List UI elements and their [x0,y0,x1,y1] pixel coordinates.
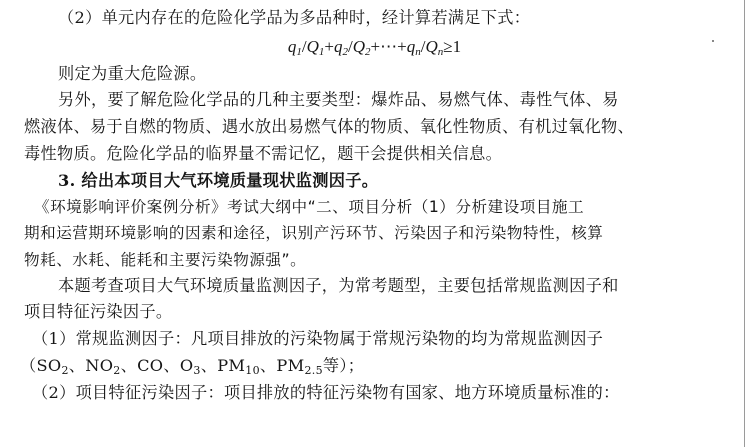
formula-var: Q [352,37,366,56]
formula-sub: n [437,46,444,58]
chem-text: （SO [20,356,62,375]
formula-op: +⋯+ [370,37,407,56]
formula-var: q [287,37,297,56]
chem-text: 、PM [200,356,246,375]
formula-sub: 2 [365,46,371,58]
formula-op: / [420,37,426,56]
text-line: 期和运营期环境影响的因素和途径，识别产污环节、污染因子和污染物特性，核算 [24,224,604,242]
chem-sub: 3 [193,364,201,377]
formula-op: ≥1 [443,37,462,56]
page-edge-line [744,0,745,447]
text-line: 则定为重大危险源。 [58,64,207,83]
chem-sub: 10 [245,364,260,377]
pollutant-list [20,356,364,376]
text-line: 本题考查项目大气环境质量监测因子，为常考题型，主要包括常规监测因子和 [58,276,619,295]
text-line: （2）单元内存在的危险化学品为多品种时，经计算若满足下式： [58,8,531,27]
formula-var: q [406,37,416,56]
formula-var: q [334,37,343,56]
text-line: 《环境影响评价案例分析》考试大纲中“二、项目分析（1）分析建设项目施工 [34,198,585,216]
chem-sub: 2 [113,364,121,377]
formula-op: / [348,37,353,56]
chem-sub: 2.5 [304,364,323,377]
formula-var: Q [306,37,319,56]
formula-var: Q [425,37,438,56]
chem-text: 、CO、O [120,356,194,375]
chem-text: 、PM [259,356,305,375]
text-line: （2）项目特征污染因子：项目排放的特征污染物有国家、地方环境质量标准的： [32,383,620,402]
formula-op: / [301,37,307,56]
formula-sub: 1 [318,46,325,58]
text-line: 毒性物质。危险化学品的临界量不需记忆，题干会提供相关信息。 [24,144,503,163]
chem-sub: 2 [61,364,69,377]
chem-text: 等）； [322,356,365,375]
formula [0,37,749,57]
section-heading: 3. 给出本项目大气环境质量现状监测因子。 [58,171,379,190]
formula-sub: 1 [296,46,302,58]
text-line: 燃液体、易于自燃的物质、遇水放出易燃气体的物质、氧化性物质、有机过氧化物、 [24,117,635,136]
chem-text: 、NO [68,356,114,375]
text-line: 物耗、水耗、能耗和主要污染物源强”。 [24,251,307,269]
text-line: （1）常规监测因子：凡项目排放的污染物属于常规污染物的均为常规监测因子 [32,329,604,348]
formula-sub: 2 [342,46,349,58]
text-line: 项目特征污染因子。 [24,302,173,321]
text-line: 另外，要了解危险化学品的几种主要类型：爆炸品、易燃气体、毒性气体、易 [58,90,619,109]
formula-sub: n [415,46,421,58]
formula-op: + [324,37,335,56]
scan-mark [712,40,714,42]
